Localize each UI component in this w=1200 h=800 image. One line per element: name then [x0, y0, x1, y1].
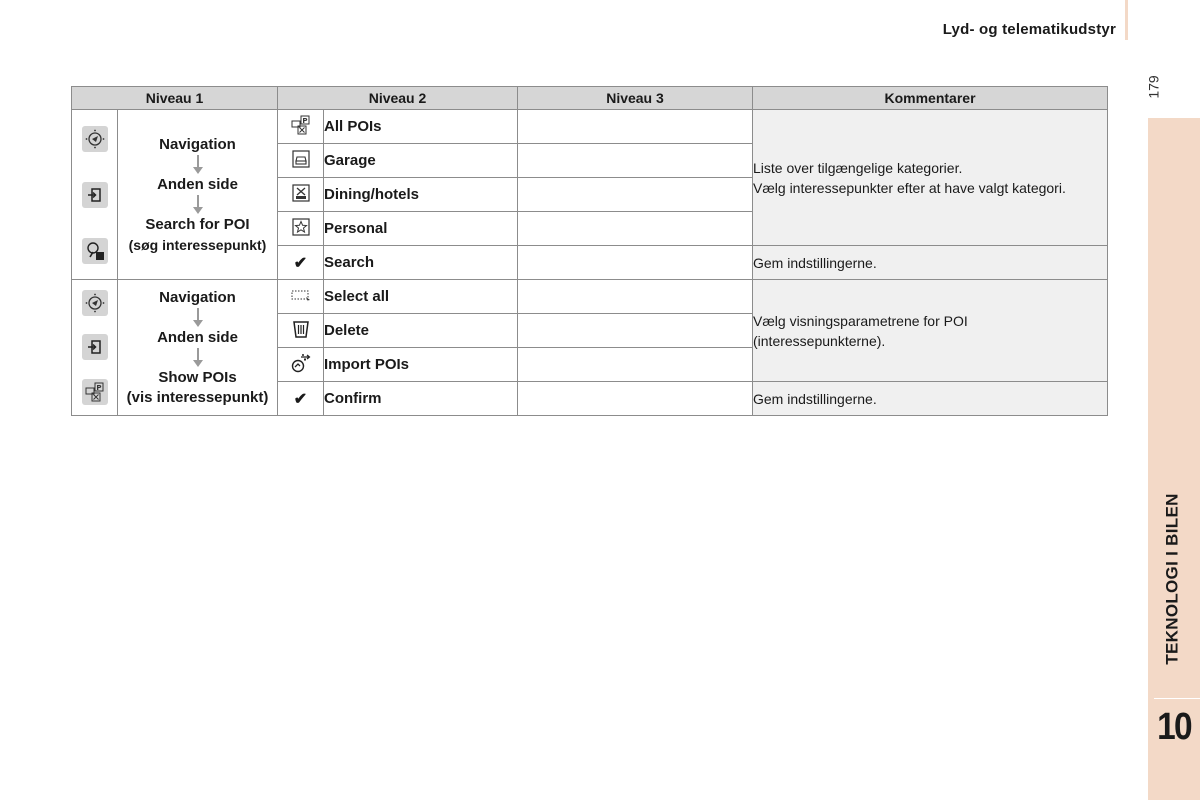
personal-icon [291, 217, 311, 237]
row-icon-cell [278, 212, 324, 246]
show-pois-icon [82, 379, 108, 405]
svg-text:P: P [301, 116, 308, 125]
search-poi-icon [82, 238, 108, 264]
level1-step-navigation: Navigation [159, 288, 236, 306]
table-row [72, 110, 1108, 144]
garage-icon [291, 149, 311, 169]
row-icon-cell [278, 144, 324, 178]
check-icon: ✔ [293, 390, 308, 408]
level1-icons-cell [72, 280, 118, 416]
header-accent-line [1125, 0, 1128, 40]
level2-label[interactable]: All POIs [324, 110, 518, 144]
poi-menu-table [71, 86, 1108, 416]
level3-cell [518, 382, 753, 416]
level2-label[interactable]: Search [324, 246, 518, 280]
level2-label[interactable]: Delete [324, 314, 518, 348]
level2-label[interactable]: Garage [324, 144, 518, 178]
page-header-title: Lyd- og telematikudstyr [942, 21, 1116, 38]
row-icon-cell [278, 110, 324, 144]
import-pois-icon [290, 352, 312, 374]
chapter-tab-divider [1154, 698, 1200, 699]
comment-text: Gem indstillingerne. [753, 254, 877, 271]
svg-text:P: P [95, 384, 102, 393]
level3-cell [518, 246, 753, 280]
level1-path-cell [118, 280, 278, 416]
header-niveau-1: Niveau 1 [72, 87, 278, 110]
comment-cell [753, 382, 1108, 416]
level1-step-anden-side: Anden side [157, 328, 238, 346]
row-icon-cell [278, 348, 324, 382]
chapter-number: 10 [1157, 705, 1191, 748]
level2-label[interactable]: Select all [324, 280, 518, 314]
header-niveau-2: Niveau 2 [278, 87, 518, 110]
comment-text: Gem indstillingerne. [753, 390, 877, 407]
level2-label[interactable]: Confirm [324, 382, 518, 416]
table-header-row [72, 87, 1108, 110]
level2-label[interactable]: Personal [324, 212, 518, 246]
down-arrow-icon [193, 348, 203, 368]
level3-cell [518, 280, 753, 314]
level2-label[interactable]: Dining/hotels [324, 178, 518, 212]
navigation-icon [82, 126, 108, 152]
check-icon: ✔ [293, 254, 308, 272]
header-kommentarer: Kommentarer [753, 87, 1108, 110]
delete-icon [291, 319, 311, 339]
down-arrow-icon [193, 155, 203, 175]
comment-cell [753, 110, 1108, 246]
comment-text: Liste over tilgængelige kategorier. Vælg interessepunkter efter at have valgt kategori. [753, 159, 1066, 196]
row-icon-cell [278, 382, 324, 416]
row-icon-cell [278, 178, 324, 212]
comment-cell [753, 246, 1108, 280]
page-number [1142, 70, 1166, 104]
next-page-icon [82, 182, 108, 208]
header-niveau-3: Niveau 3 [518, 87, 753, 110]
chapter-tab-label [1148, 469, 1198, 689]
all-pois-icon [291, 115, 311, 135]
level3-cell [518, 110, 753, 144]
level1-step-target: Show POIs [158, 368, 237, 386]
level3-cell [518, 348, 753, 382]
row-icon-cell [278, 246, 324, 280]
level1-step-navigation: Navigation [159, 135, 236, 153]
level1-step-anden-side: Anden side [157, 175, 238, 193]
level3-cell [518, 144, 753, 178]
comment-cell [753, 280, 1108, 382]
level3-cell [518, 212, 753, 246]
chapter-tab-label-text: TEKNOLOGI I BILEN [1163, 493, 1183, 665]
down-arrow-icon [193, 195, 203, 215]
select-all-icon [290, 285, 312, 305]
next-page-icon [82, 334, 108, 360]
level1-path-cell [118, 110, 278, 280]
level3-cell [518, 178, 753, 212]
level3-cell [518, 314, 753, 348]
row-icon-cell [278, 280, 324, 314]
level1-step-target-note: (vis interessepunkt) [126, 388, 269, 406]
level1-step-target-note: (søg interessepunkt) [128, 236, 267, 253]
navigation-icon [82, 290, 108, 316]
dining-hotels-icon [291, 183, 311, 203]
comment-text: Vælg visningsparametrene for POI (interessepunkterne). [753, 312, 968, 349]
table-row [72, 280, 1108, 314]
level1-icons-cell [72, 110, 118, 280]
level1-step-target: Search for POI [145, 215, 250, 233]
page-number-text: 179 [1145, 75, 1162, 99]
down-arrow-icon [193, 308, 203, 328]
row-icon-cell [278, 314, 324, 348]
level2-label[interactable]: Import POIs [324, 348, 518, 382]
